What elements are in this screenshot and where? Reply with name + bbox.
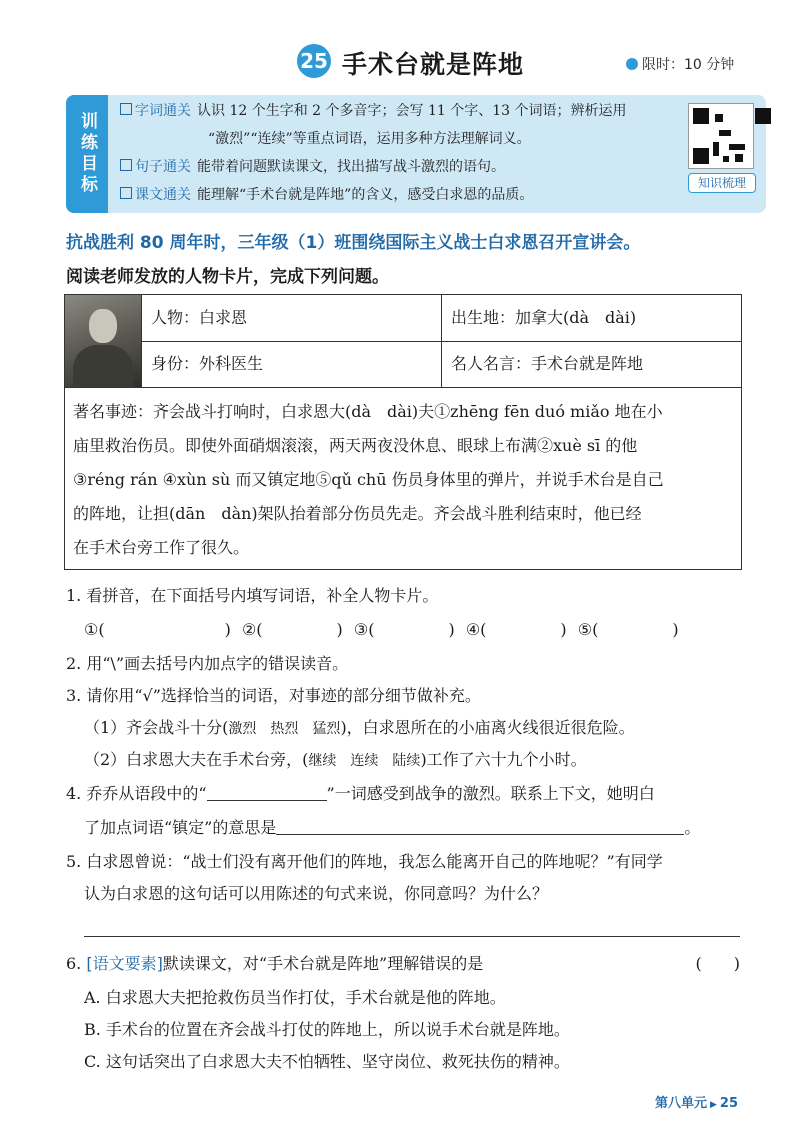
page-header xyxy=(0,42,800,82)
training-goals-label: 训练目标 xyxy=(66,95,108,213)
story-line: ③réng rán ④xùn sù 而又镇定地⑤qǔ chū 伤员身体里的弹片，并说手术台是自己 xyxy=(73,470,664,489)
training-goals-panel xyxy=(66,95,766,213)
page-number: 25 xyxy=(719,1096,738,1111)
lesson-title: 手术台就是阵地 xyxy=(342,50,525,79)
card-person: 人物：白求恩 xyxy=(151,308,248,327)
goal-text-comprehension xyxy=(120,185,660,205)
character-card xyxy=(64,294,742,570)
intro-line-1: 抗战胜利 80 周年时，三年级（1）班围绕国际主义战士白求恩召开宣讲会。 xyxy=(66,233,641,253)
question-1: 1. 看拼音，在下面括号内填写词语，补全人物卡片。 xyxy=(66,586,439,605)
goal-name: 句子通关 xyxy=(135,159,191,175)
goal-words-line2: “激烈”“连续”等重点词语，运用多种方法理解词义。 xyxy=(208,131,531,147)
goal-name: 课文通关 xyxy=(135,187,191,203)
q3-2-options[interactable]: 继续 连续 陆续 xyxy=(308,753,421,769)
lesson-number-badge: 25 xyxy=(297,44,331,78)
card-identity: 身份：外科医生 xyxy=(151,354,264,373)
qr-code-icon[interactable] xyxy=(688,103,754,169)
question-4-line2: 了加点词语“镇定”的意思是 。 xyxy=(84,818,701,837)
language-element-tag: [语文要素] xyxy=(86,954,163,973)
question-3-1: （1）齐会战斗十分(激烈 热烈 猛烈)，白求恩所在的小庙离火线很近很危险。 xyxy=(84,718,635,737)
option-c[interactable]: C. 这句话突出了白求恩大夫不怕牺牲、坚守岗位、救死扶伤的精神。 xyxy=(84,1052,570,1071)
story-line: 著名事迹：齐会战斗打响时，白求恩大(dà dài)夫①zhēng fēn duó miǎo 地在小 xyxy=(73,402,663,421)
question-1-blanks[interactable]: ①( ) ②( ) ③( ) ④( ) ⑤( ) xyxy=(84,620,679,639)
question-6: 6. [语文要素]默读课文，对“手术台就是阵地”理解错误的是 ( ) xyxy=(66,952,740,976)
q4-blank-meaning[interactable] xyxy=(276,834,684,835)
goal-text: 认识 12 个生字和 2 个多音字；会写 11 个字、13 个词语；辨析运用 xyxy=(197,103,627,119)
card-quote: 名人名言：手术台就是阵地 xyxy=(451,354,644,373)
goal-text: 能理解“手术台就是阵地”的含义，感受白求恩的品质。 xyxy=(197,187,534,203)
story-line: 的阵地，让担(dān dàn)架队抬着部分伤员先走。齐会战斗胜利结束时，他已经 xyxy=(73,504,642,523)
option-a[interactable]: A. 白求恩大夫把抢救伤员当作打仗，手术台就是他的阵地。 xyxy=(84,988,506,1007)
bethune-photo xyxy=(65,295,142,388)
page-footer xyxy=(655,1092,738,1111)
goal-sentences xyxy=(120,157,660,177)
card-story xyxy=(73,395,733,565)
card-birthplace: 出生地：加拿大(dà dài) xyxy=(451,308,637,327)
q5-answer-line[interactable] xyxy=(84,936,740,937)
clock-icon xyxy=(626,58,638,70)
unit-label: 第八单元 xyxy=(654,1096,707,1111)
question-5: 5. 白求恩曾说：“战士们没有离开他们的阵地，我怎么能离开自己的阵地呢？”有同学 xyxy=(66,852,663,871)
story-line: 在手术台旁工作了很久。 xyxy=(73,538,250,557)
time-limit-text: 限时：10 分钟 xyxy=(642,57,735,73)
question-2: 2. 用“\”画去括号内加点字的错误读音。 xyxy=(66,654,349,673)
checkbox-icon[interactable] xyxy=(120,103,132,115)
story-line: 庙里救治伤员。即使外面硝烟滚滚，两天两夜没休息、眼球上布满②xuè sī 的他 xyxy=(73,436,638,455)
q4-blank-word[interactable] xyxy=(207,800,327,801)
question-3: 3. 请你用“√”选择恰当的词语，对事迹的部分细节做补充。 xyxy=(66,686,481,705)
checkbox-icon[interactable] xyxy=(120,159,132,171)
knowledge-review-label[interactable]: 知识梳理 xyxy=(688,173,756,193)
q6-answer-paren[interactable]: ( ) xyxy=(695,954,740,973)
option-b[interactable]: B. 手术台的位置在齐会战斗打仗的阵地上，所以说手术台就是阵地。 xyxy=(84,1020,570,1039)
question-5-line2: 认为白求恩的这句话可以用陈述的句式来说，你同意吗？为什么？ xyxy=(84,884,549,903)
goal-text: 能带着问题默读课文，找出描写战斗激烈的语句。 xyxy=(197,159,505,175)
question-4: 4. 乔乔从语段中的“ ”一词感受到战争的激烈。联系上下文，她明白 xyxy=(66,784,655,803)
question-3-2: （2）白求恩大夫在手术台旁，(继续 连续 陆续)工作了六十九个小时。 xyxy=(84,750,587,769)
goal-name: 字词通关 xyxy=(135,103,191,119)
checkbox-icon[interactable] xyxy=(120,187,132,199)
goal-words xyxy=(120,101,660,121)
q3-1-options[interactable]: 激烈 热烈 猛烈 xyxy=(228,721,341,737)
time-limit xyxy=(626,54,734,74)
arrow-icon: ▶ xyxy=(709,1100,717,1110)
intro-line-2: 阅读老师发放的人物卡片，完成下列问题。 xyxy=(66,267,389,287)
